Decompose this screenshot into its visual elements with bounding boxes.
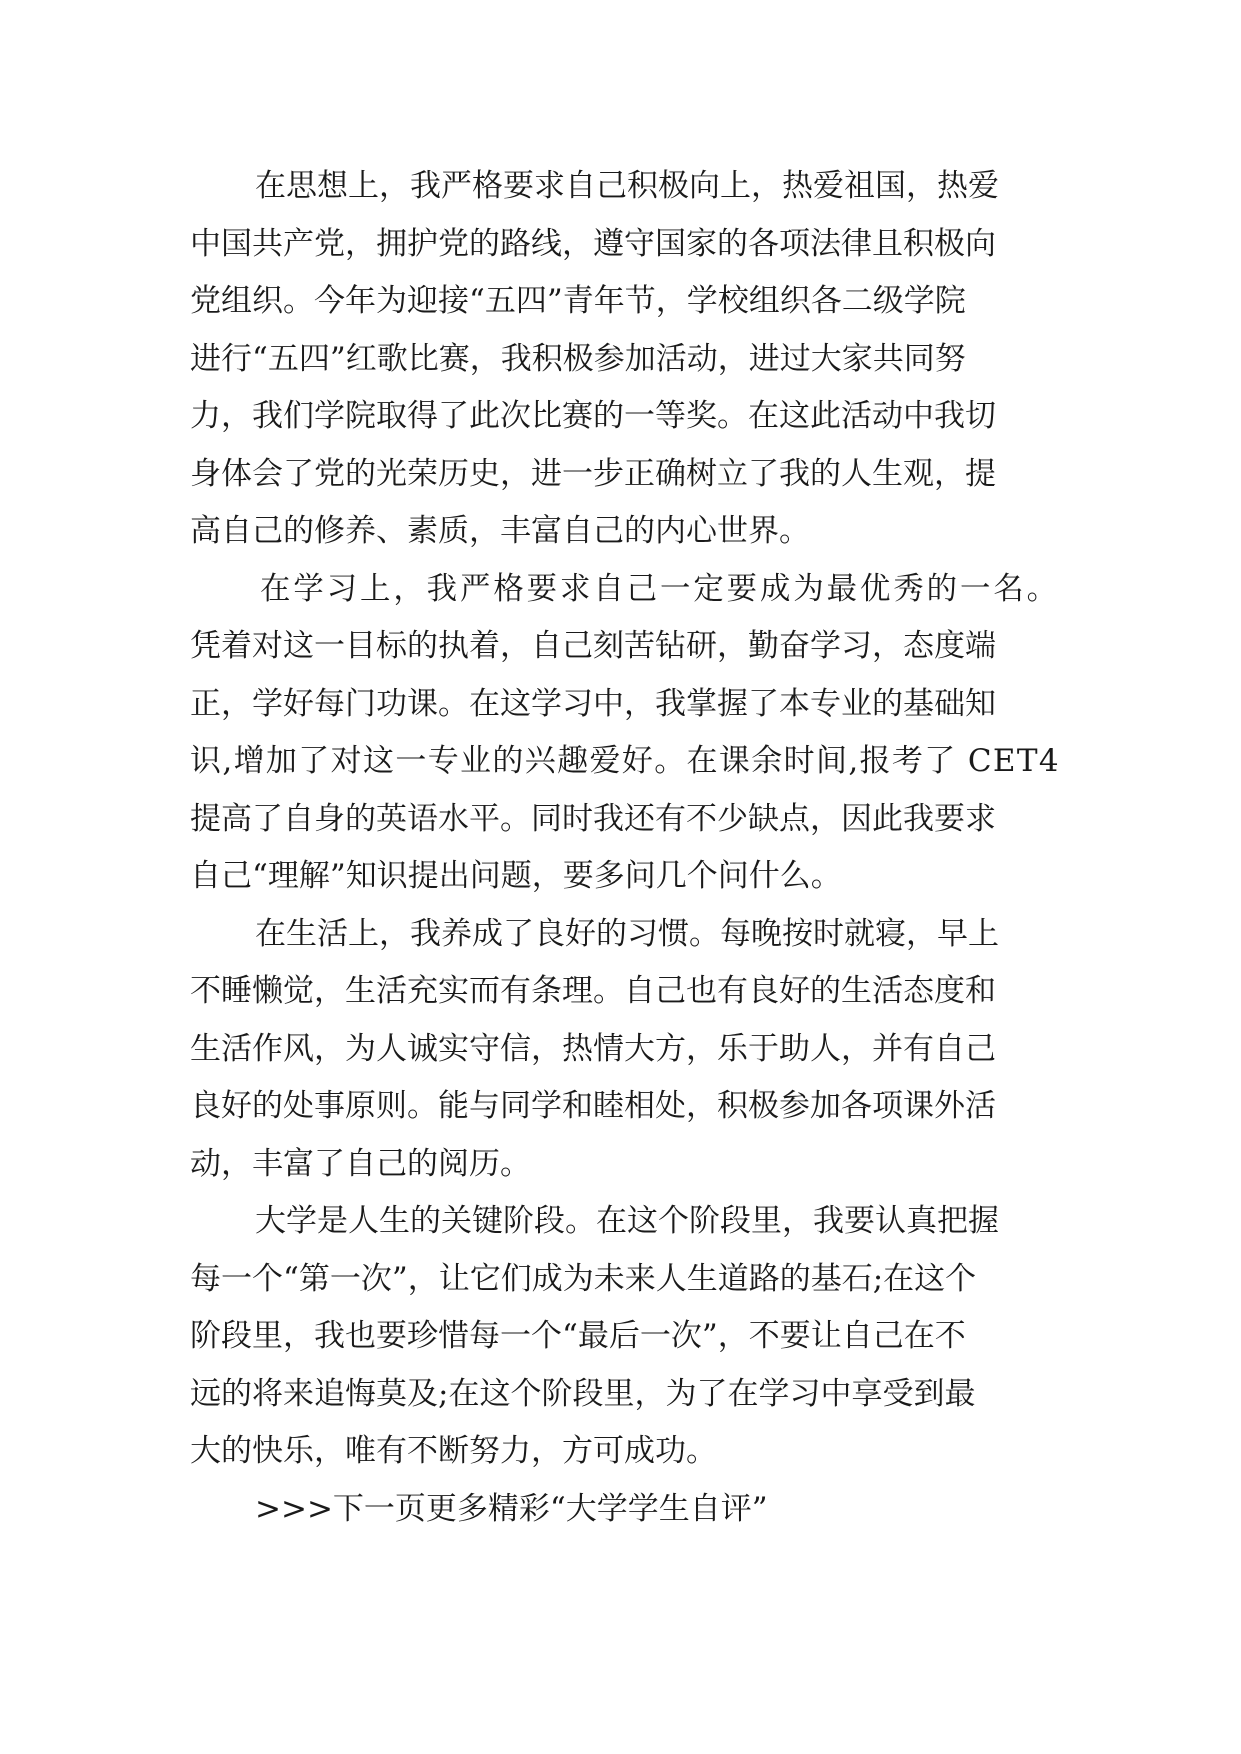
paragraph-university [190, 1193, 1060, 1481]
paragraph-line: 正，学好每门功课。在这学习中，我掌握了本专业的基础知 [190, 685, 996, 722]
paragraph-line: 党组织。今年为迎接“五四”青年节，学校组织各二级学院 [190, 283, 966, 319]
paragraph-line: 阶段里，我也要珍惜每一个“最后一次”，不要让自己在不 [190, 1318, 966, 1354]
paragraph-line: 动，丰富了自己的阅历。 [190, 1145, 531, 1182]
paragraph-line: 在思想上，我严格要求自己积极向上，热爱祖国，热爱 [255, 168, 999, 204]
paragraph-line: 大学是人生的关键阶段。在这个阶段里，我要认真把握 [255, 1203, 999, 1239]
paragraph-line: 远的将来追悔莫及;在这个阶段里，为了在学习中享受到最 [190, 1375, 976, 1412]
paragraph-ideology [190, 158, 1060, 561]
paragraph-line: 高自己的修养、素质，丰富自己的内心世界。 [190, 513, 810, 549]
paragraph-line: 自己“理解”知识提出问题，要多问几个问什么。 [190, 858, 842, 894]
paragraph-line: 凭着对这一目标的执着，自己刻苦钻研，勤奋学习，态度端 [190, 628, 996, 664]
paragraph-line: 中国共产党，拥护党的路线，遵守国家的各项法律且积极向 [190, 225, 996, 262]
paragraph-line: 生活作风，为人诚实守信，热情大方，乐于助人，并有自己 [190, 1030, 996, 1067]
document-body [190, 158, 1060, 1538]
paragraph-study [190, 561, 1060, 906]
paragraph-line: 在学习上，我严格要求自己一定要成为最优秀的一名。 [260, 570, 1060, 607]
paragraph-line: 识,增加了对这一专业的兴趣爱好。在课余时间,报考了 CET4 [190, 743, 1060, 779]
paragraph-line: 每一个“第一次”，让它们成为未来人生道路的基石;在这个 [190, 1260, 977, 1297]
paragraph-line: 进行“五四”红歌比赛，我积极参加活动，进过大家共同努 [190, 340, 966, 377]
paragraph-life [190, 906, 1060, 1194]
paragraph-line: 不睡懒觉，生活充实而有条理。自己也有良好的生活态度和 [190, 973, 996, 1009]
paragraph-line: 身体会了党的光荣历史，进一步正确树立了我的人生观，提 [190, 455, 996, 492]
next-page-link[interactable]: >>>下一页更多精彩“大学学生自评” [255, 1490, 768, 1527]
paragraph-line: 良好的处事原则。能与同学和睦相处，积极参加各项课外活 [190, 1088, 996, 1124]
paragraph-line: 在生活上，我养成了良好的习惯。每晚按时就寝，早上 [255, 915, 999, 952]
paragraph-line: 大的快乐，唯有不断努力，方可成功。 [190, 1433, 717, 1469]
paragraph-line: 力，我们学院取得了此次比赛的一等奖。在这此活动中我切 [190, 398, 996, 434]
paragraph-line: 提高了自身的英语水平。同时我还有不少缺点，因此我要求 [190, 800, 996, 837]
